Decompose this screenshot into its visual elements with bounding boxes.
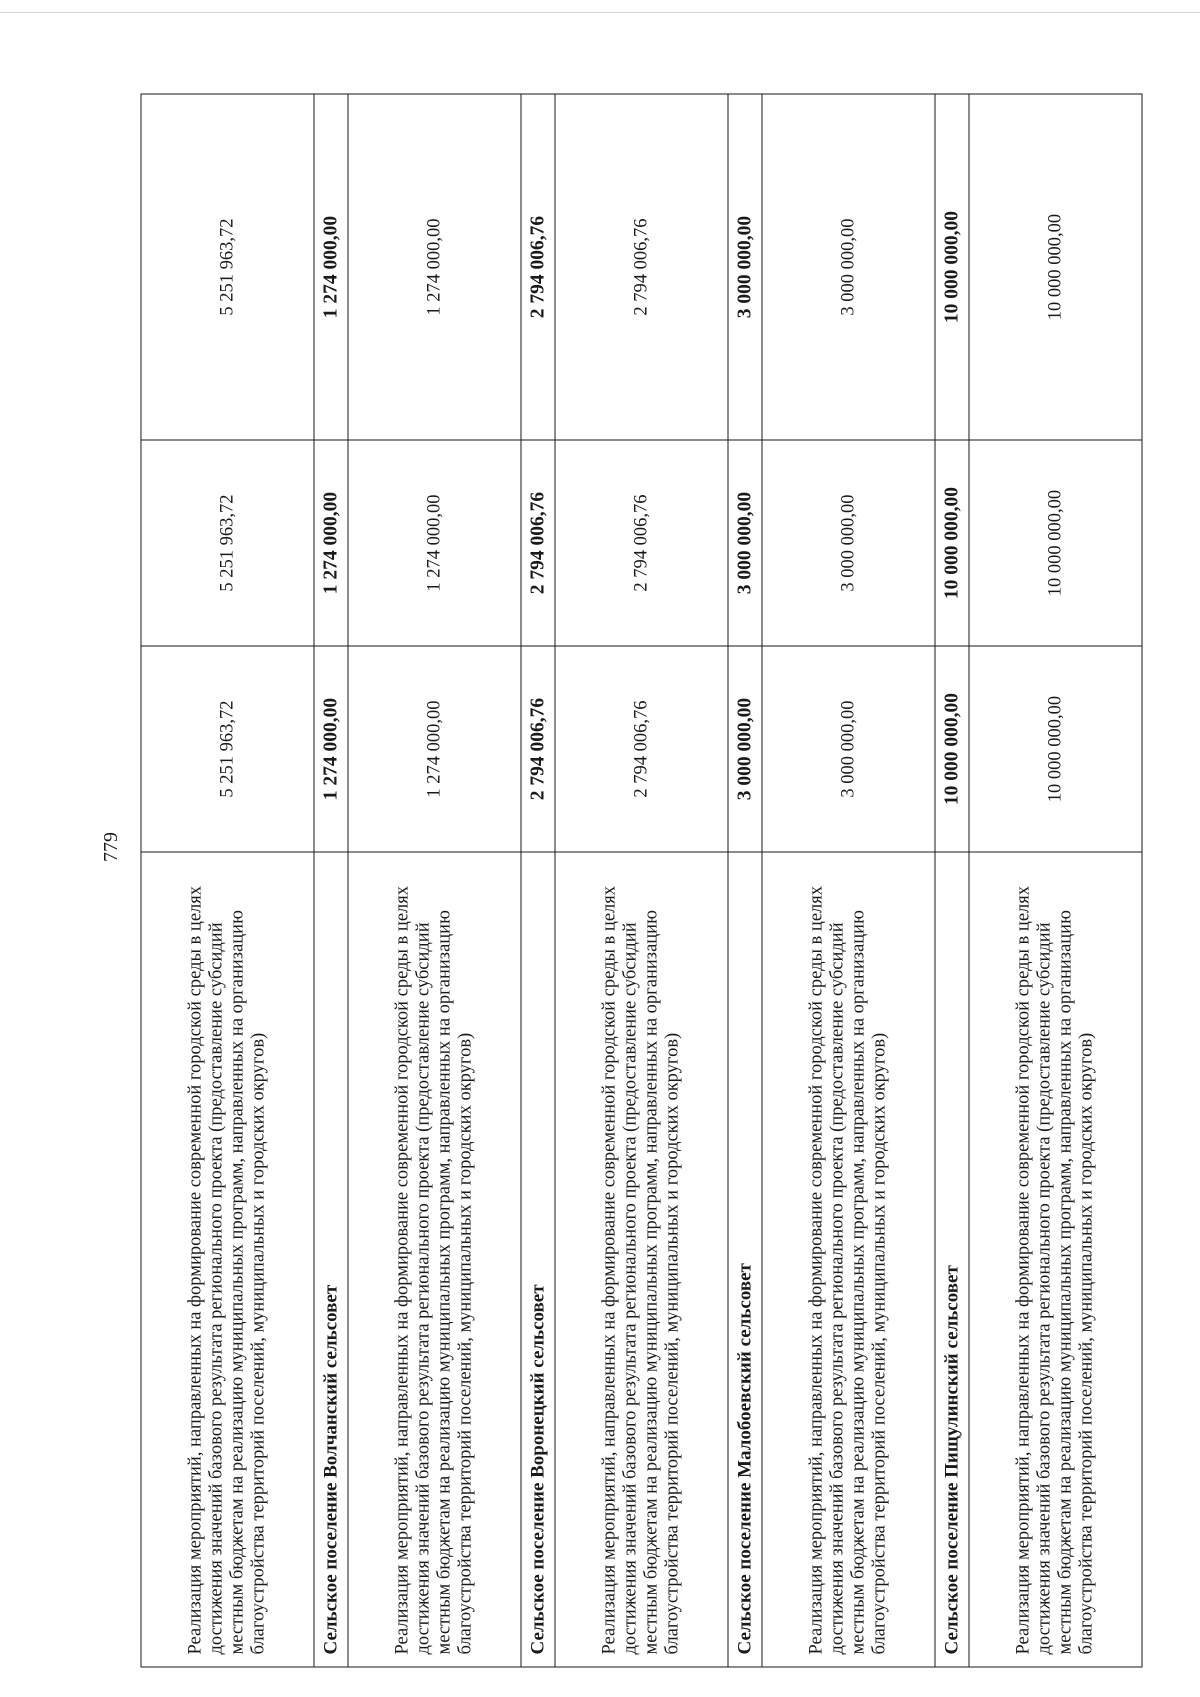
budget-table <box>140 93 1142 1667</box>
table-row <box>969 94 1142 1667</box>
settlement-name: Сельское поселение Воронецкий сельсовет <box>521 852 555 1667</box>
row-amount-2: 1 274 000,00 <box>348 440 521 646</box>
settlement-name: Сельское поселение Малобоевский сельсовет <box>728 852 762 1667</box>
settlement-total-3: 1 274 000,00 <box>314 94 348 440</box>
settlement-name: Сельское поселение Волчанский сельсовет <box>314 852 348 1667</box>
row-amount-3: 3 000 000,00 <box>762 94 935 440</box>
table-row <box>141 94 314 1667</box>
table-row <box>555 94 728 1667</box>
settlement-total-1: 10 000 000,00 <box>935 646 969 852</box>
table-row-settlement <box>935 94 969 1667</box>
table-row-settlement <box>728 94 762 1667</box>
settlement-total-2: 10 000 000,00 <box>935 440 969 646</box>
rotated-table-container <box>140 94 1096 1667</box>
settlement-total-2: 3 000 000,00 <box>728 440 762 646</box>
row-amount-2: 5 251 963,72 <box>141 440 314 646</box>
row-description: Реализация мероприятий, направленных на формирование современной городской среды в целях достижения значений базового результата регионального проекта (предоставление субсидий местным бюджетам на реализацию муниципальных программ, направленных на организацию благоустройства территорий поселений, муниципальных и городских округов) <box>141 852 314 1667</box>
settlement-name: Сельское поселение Пищулинский сельсовет <box>935 852 969 1667</box>
settlement-total-1: 2 794 006,76 <box>521 646 555 852</box>
settlement-total-1: 3 000 000,00 <box>728 646 762 852</box>
row-amount-3: 1 274 000,00 <box>348 94 521 440</box>
row-amount-2: 3 000 000,00 <box>762 440 935 646</box>
row-description: Реализация мероприятий, направленных на формирование современной городской среды в целях достижения значений базового результата регионального проекта (предоставление субсидий местным бюджетам на реализацию муниципальных программ, направленных на организацию благоустройства территорий поселений, муниципальных и городских округов) <box>969 852 1142 1667</box>
settlement-total-2: 1 274 000,00 <box>314 440 348 646</box>
settlement-total-3: 10 000 000,00 <box>935 94 969 440</box>
row-description: Реализация мероприятий, направленных на формирование современной городской среды в целях достижения значений базового результата регионального проекта (предоставление субсидий местным бюджетам на реализацию муниципальных программ, направленных на организацию благоустройства территорий поселений, муниципальных и городских округов) <box>762 852 935 1667</box>
settlement-total-3: 3 000 000,00 <box>728 94 762 440</box>
row-description: Реализация мероприятий, направленных на формирование современной городской среды в целях достижения значений базового результата регионального проекта (предоставление субсидий местным бюджетам на реализацию муниципальных программ, направленных на организацию благоустройства территорий поселений, муниципальных и городских округов) <box>348 852 521 1667</box>
row-description: Реализация мероприятий, направленных на формирование современной городской среды в целях достижения значений базового результата регионального проекта (предоставление субсидий местным бюджетам на реализацию муниципальных программ, направленных на организацию благоустройства территорий поселений, муниципальных и городских округов) <box>555 852 728 1667</box>
row-amount-3: 10 000 000,00 <box>969 94 1142 440</box>
table-row-settlement <box>314 94 348 1667</box>
row-amount-2: 10 000 000,00 <box>969 440 1142 646</box>
row-amount-1: 1 274 000,00 <box>348 646 521 852</box>
scan-edge-line <box>0 12 1200 13</box>
page-number: 779 <box>100 832 122 862</box>
table-row-settlement <box>521 94 555 1667</box>
row-amount-1: 3 000 000,00 <box>762 646 935 852</box>
table-row <box>348 94 521 1667</box>
row-amount-1: 2 794 006,76 <box>555 646 728 852</box>
row-amount-2: 2 794 006,76 <box>555 440 728 646</box>
row-amount-3: 5 251 963,72 <box>141 94 314 440</box>
table-row <box>762 94 935 1667</box>
settlement-total-3: 2 794 006,76 <box>521 94 555 440</box>
row-amount-3: 2 794 006,76 <box>555 94 728 440</box>
row-amount-1: 5 251 963,72 <box>141 646 314 852</box>
settlement-total-2: 2 794 006,76 <box>521 440 555 646</box>
settlement-total-1: 1 274 000,00 <box>314 646 348 852</box>
row-amount-1: 10 000 000,00 <box>969 646 1142 852</box>
